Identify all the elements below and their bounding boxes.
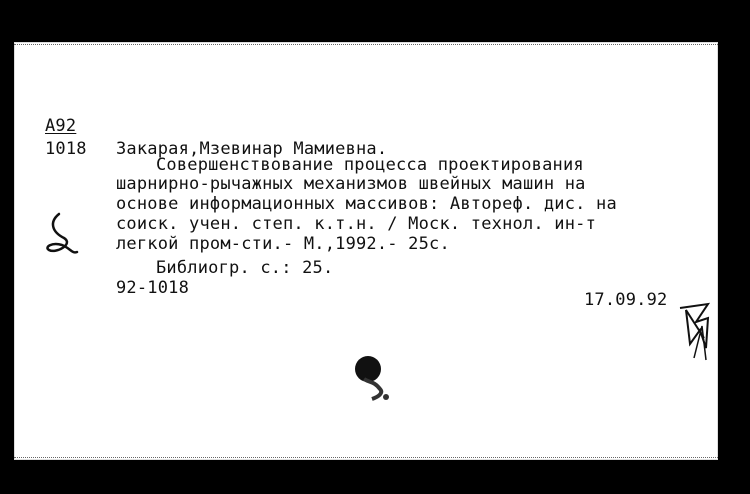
record-id: 92-1018 — [116, 278, 190, 298]
bibliography-note: Библиогр. с.: 25. — [156, 258, 334, 278]
title-line-3: основе информационных массивов: Автореф. дис. на — [116, 194, 617, 214]
date-stamp: 17.09.92 — [584, 290, 668, 310]
title-line-4: соиск. учен. степ. к.т.н. / Моск. технол. ин-т — [116, 214, 597, 234]
punch-hole-icon — [350, 353, 410, 413]
handwritten-letter-icon — [44, 212, 84, 262]
card-number: 1018 — [45, 139, 87, 159]
title-line-2: шарнирно-рычажных механизмов швейных машин на — [116, 174, 586, 194]
author-heading: Закарая,Мзевинар Мамиевна. — [116, 139, 388, 159]
catalog-card — [14, 42, 718, 460]
title-line-1: Совершенствование процесса проектирования — [156, 155, 584, 175]
shelfmark: A92 — [45, 116, 77, 136]
signature-icon — [678, 300, 718, 368]
card-bottom-edge — [14, 457, 718, 458]
card-top-edge — [14, 44, 718, 45]
title-line-5: легкой пром-сти.- М.,1992.- 25с. — [116, 234, 450, 254]
